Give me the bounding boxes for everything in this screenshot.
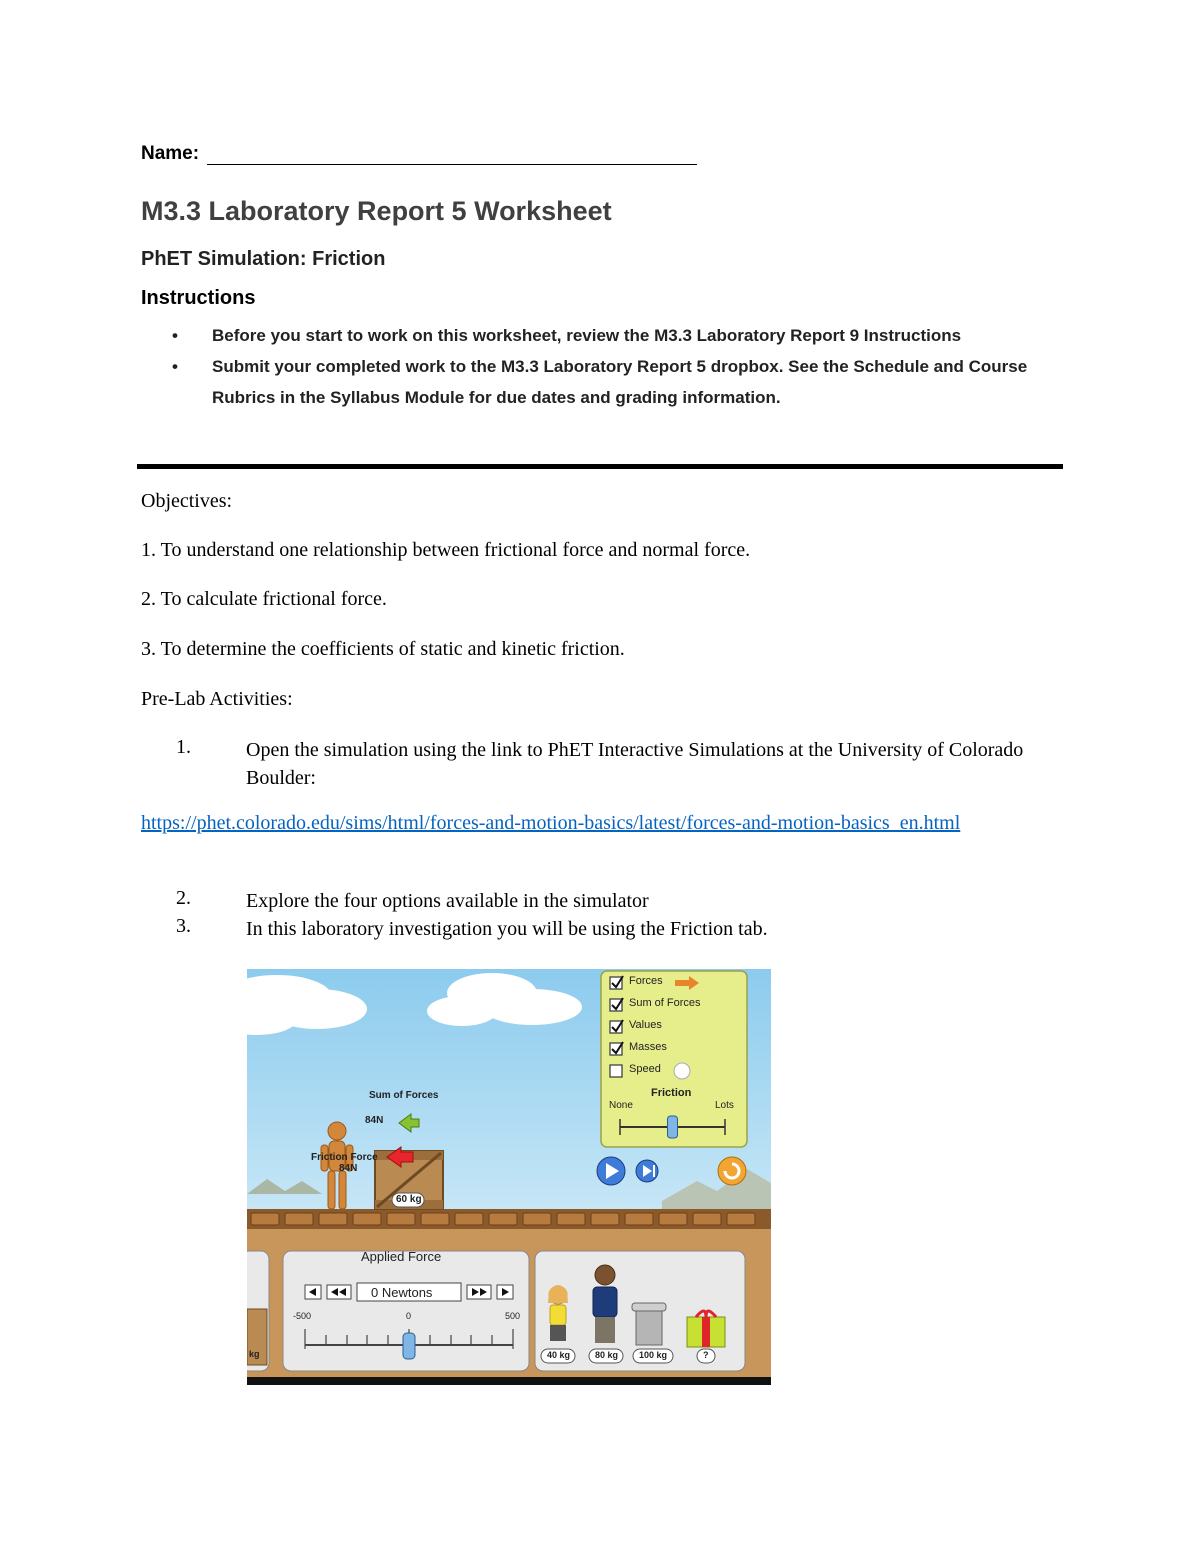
step-text: In this laboratory investigation you will be using the Friction tab. [246, 918, 768, 940]
mass-label-trash: 100 kg [639, 1350, 668, 1360]
simulation-scene [247, 969, 771, 1385]
document-title: M3.3 Laboratory Report 5 Worksheet [141, 196, 612, 226]
instructions-list [172, 320, 1052, 413]
friction-slider-thumb[interactable] [668, 1116, 678, 1138]
sum-of-forces-value: 84N [365, 1115, 384, 1126]
step-number: 2. [176, 887, 191, 909]
speed-checkbox-label[interactable]: Speed [629, 1063, 661, 1075]
friction-force-value: 84N [339, 1163, 358, 1174]
objective-item: 3. To determine the coefficients of static and kinetic friction. [141, 638, 625, 660]
reset-button[interactable] [718, 1157, 746, 1185]
objective-item: 1. To understand one relationship between frictional force and normal force. [141, 539, 751, 561]
masses-checkbox-label[interactable]: Masses [629, 1041, 667, 1053]
step-number: 1. [176, 736, 191, 758]
objectives-heading: Objectives: [141, 490, 233, 512]
friction-force-label: Friction Force [311, 1152, 378, 1163]
name-label: Name: [141, 143, 200, 164]
scale-max-label: 500 [505, 1311, 521, 1321]
mass-label-gift: ? [703, 1350, 709, 1360]
mass-label-girl: 40 kg [547, 1350, 571, 1360]
name-blank-line[interactable] [207, 144, 697, 165]
speedometer-icon [674, 1063, 690, 1079]
friction-slider-label: Friction [651, 1087, 692, 1099]
applied-force-thumb[interactable] [403, 1333, 415, 1359]
instructions-heading: Instructions [141, 287, 256, 309]
scale-min-label: -500 [293, 1311, 312, 1321]
girl-figure-40kg[interactable] [548, 1285, 568, 1341]
scale-zero-label: 0 [406, 1311, 412, 1321]
objective-item: 2. To calculate frictional force. [141, 588, 387, 610]
instruction-item: • Submit your completed work to the M3.3 Laboratory Report 5 dropbox. See the Schedule and Course Rubrics in the Syllabus Module for due dates and grading information. [172, 351, 1052, 413]
man-figure-80kg[interactable] [593, 1265, 617, 1343]
prelab-heading: Pre-Lab Activities: [141, 688, 293, 710]
mass-label-man: 80 kg [595, 1350, 619, 1360]
sum-of-forces-checkbox-label[interactable]: Sum of Forces [629, 997, 701, 1009]
section-divider [137, 464, 1063, 469]
applied-force-value[interactable]: 0 Newtons [371, 1285, 433, 1300]
simulation-link[interactable]: https://phet.colorado.edu/sims/html/forces-and-motion-basics/latest/forces-and-motion-basics_en.html [141, 812, 961, 834]
simulation-title: PhET Simulation: Friction [141, 248, 386, 270]
sum-of-forces-label: Sum of Forces [369, 1090, 439, 1101]
friction-max-label: Lots [715, 1100, 734, 1111]
name-field[interactable] [141, 143, 697, 165]
friction-min-label: None [609, 1100, 633, 1111]
step-text: Open the simulation using the link to PhET Interactive Simulations at the University of Colorado Boulder: [246, 739, 1024, 789]
values-checkbox-label[interactable]: Values [629, 1019, 662, 1031]
instruction-item: • Before you start to work on this worksheet, review the M3.3 Laboratory Report 9 Instructions [172, 320, 1052, 351]
applied-force-label: Applied Force [361, 1249, 442, 1264]
crate-mass-label: 60 kg [396, 1194, 422, 1205]
forces-checkbox-label[interactable]: Forces [629, 975, 663, 987]
friction-simulation-screenshot [247, 969, 771, 1385]
step-text: Explore the four options available in the simulator [246, 890, 649, 912]
trash-can-100kg[interactable] [632, 1303, 666, 1345]
step-number: 3. [176, 915, 191, 937]
left-crate-mass-label: kg [249, 1349, 260, 1359]
